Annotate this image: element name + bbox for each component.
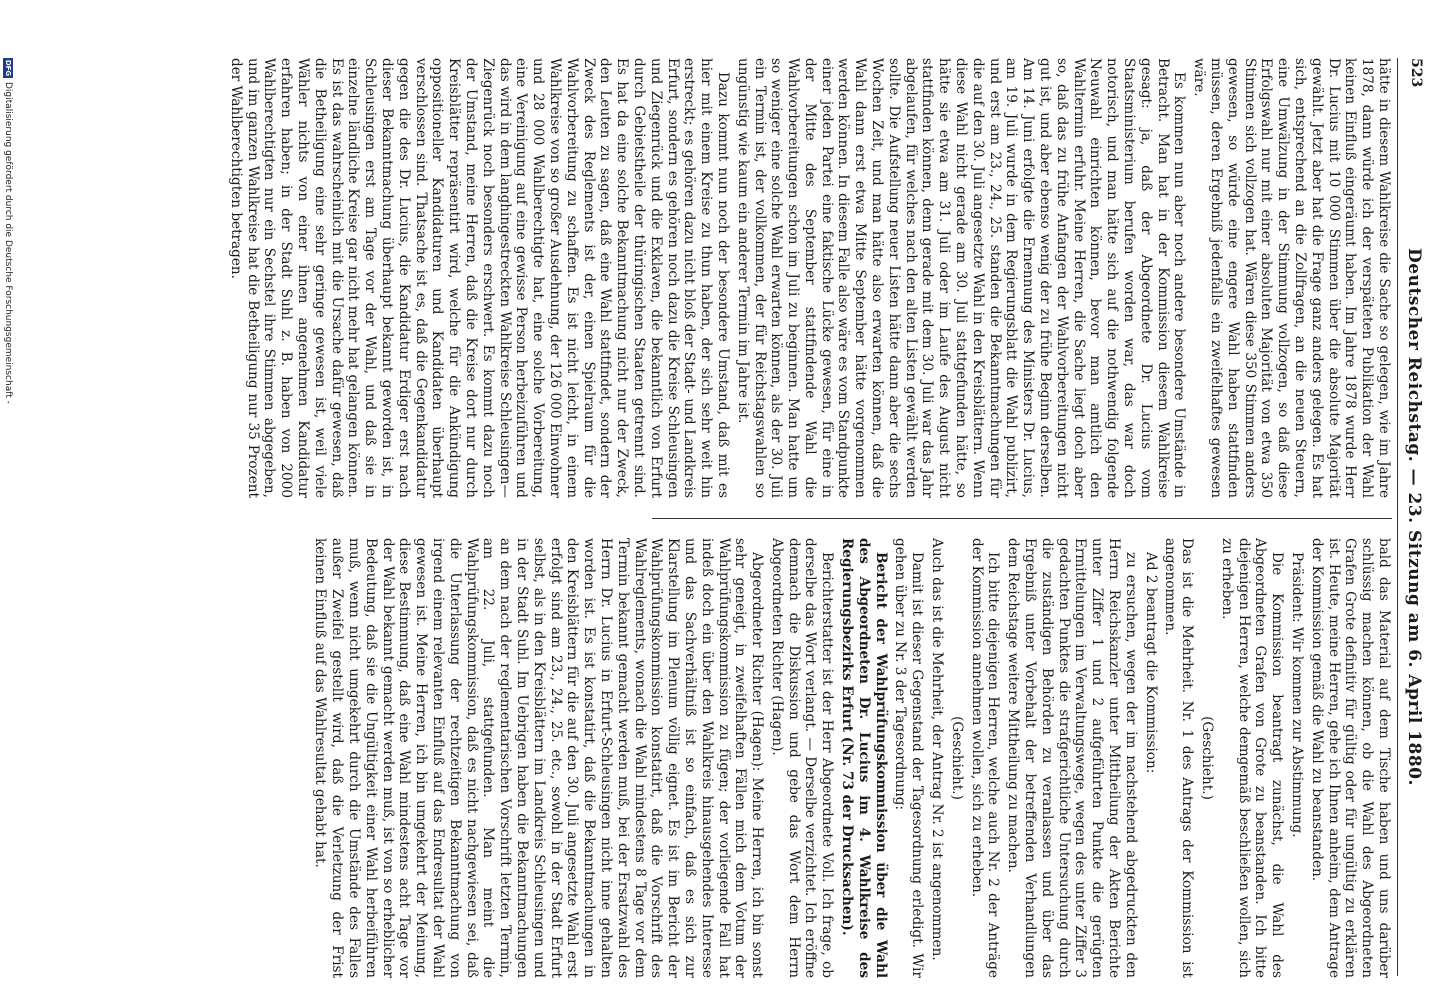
paragraph: Damit ist dieser Gegenstand der Tagesordnung erledigt. Wir gehen über zu Nr. 3 der Tagesordnung:	[892, 538, 926, 978]
paragraph: Ich bitte diejenigen Herren, welche auch Nr. 2 der Anträge der Kommission annehmen wollen, sich zu erheben.	[968, 538, 1002, 978]
paragraph: Abgeordneter Richter (Hagen): Meine Herren, ich bin sonst sehr geneigt, in zweifelhaften Fällen mich dem Votum der Wahlprüfungskommission zu fügen; der vorliegende Fall hat indeß doch ein über den Wahlkreis hinausgehendes Interesse und das Sachverhältniß ist so einfach, daß es sich zur Klarstellung im Plenum völlig eignet. Es ist im Bericht der Wahlprüfungskommission konstatirt, daß die Vorschrift des Wahlreglements, wonach die Wahl mindestens 8 Tage vor dem Termin bekannt gemacht werden muß, bei der Ersatzwahl des Herrn Dr. Lucius in Erfurt-Schleusingen nicht inne gehalten worden ist. Es ist konstatirt, daß die Bekanntmachungen in den Kreisblättern für die auf den 30. Juli angesetzte Wahl erst erfolgt sind am 23., 24., 25. etc., sowohl in der Stadt Erfurt selbst, als in den Kreisblättern im Landkreis Schleusingen und in der Stadt Suhl. Im Uebrigen haben die Bekanntmachungen an dem nach der reglementarischen Vorschrift letzten Termin, am 22. Juli, stattgefunden. Man meint die Wahlprüfungskommission, daß es nicht nachgewiesen sei, daß die Unterlassung der rechtzeitigen Bekanntmachung von irgend einem relevanten Einfluß auf das Endresultat der Wahl gewesen ist. Meine Herren, ich bin umgekehrt der Meinung, diese Bestimmung, daß eine Wahl mindestens acht Tage vor der Wahl bekannt gemacht werden muß, ist von so erheblicher Bedeutung, daß sie die Ungültigkeit einer Wahl herbeiführen muß, wenn nicht umgekehrt durch die Umstände des Falles außer Zweifel gestellt wird, daß die Verletzung der Frist keinen Einfluß auf das Wahlresultat gehabt hat.	[312, 538, 766, 978]
paragraph: (Geschieht.)	[1199, 716, 1216, 800]
paragraph: Das ist die Mehrheit. Nr. 1 des Antrags der Kommission ist angenommen.	[1162, 538, 1196, 978]
page-number: 523	[1408, 58, 1424, 88]
page-header	[1398, 58, 1424, 976]
right-column	[312, 538, 1392, 978]
dfg-logo: DFG	[4, 59, 13, 77]
paragraph: (Geschieht.)	[948, 716, 965, 800]
paragraph: Dazu kommt nun noch der besondere Umstand, daß mit es hier mit einem Kreise zu thun haben, der sich sehr weit hin erstreckt; es gehören dazu nicht bloß der Stadt- und Landkreis Erfurt, sondern es gehören noch dazu die Kreise Schleusingen und Ziegenrück und die Exklaven, die bekanntlich von Erfurt durch Gebietstheile der thüringischen Staaten getrennt sind. Es hat da eine solche Bekanntmachung nicht nur der Zweck, den Leuten zu sagen, daß eine Wahl stattfindet, sondern der Zweck des Reglements ist der, einen Spielraum für die Wahlvorbereitung zu schaffen. Es ist nicht leicht, in einem Wahlkreise von so großer Ausdehnung, der 126 000 Einwohner und 28 000 Wahlberechtigte hat, eine solche Vorbereitung, eine Vereinigung auf eine gewisse Person herbeizuführen und das wird in dem langhingestreckten Wahlkreise Schleusingen—Ziegenrück noch besonders erschwert. Es kommt dazu noch der Umstand, meine Herren, daß die Kreise dort nur durch Kreisblätter repräsentirt wird, welche für die Ankündigung oppositioneller Kandidaturen und Kandidaten überhaupt verschlossen sind. Thatsache ist es, daß die Gegenkandidatur gegen die des Dr. Lucius, die Kandidatur Erdiger erst nach dieser Bekanntmachung überhaupt bekannt geworden ist, in Schleusingen erst am Tage vor der Wahl, und daß sie in einzelne ländliche Kreise gar nicht mehr hat gelangen können. Es ist das wahrscheinlich mit die Ursache dafür gewesen, daß die Betheiligung eine sehr geringe gewesen ist, weil viele Wähler nichts von einer ihnen angenehmen Kandidatur erfahren haben; in der Stadt Suhl z. B. haben von 2000 Wahlberechtigten nur ein Sechstel ihre Stimmen abgegeben, und im ganzen Wahlkreise hat die Betheiligung nur 35 Prozent der Wahlberechtigten betragen.	[227, 58, 731, 498]
paragraph: Bericht der Wahlprüfungskommission über die Wahl des Abgeordneten Dr. Lucius im 4. Wahlkreise des Regierungsbezirks Erfurt (Nr. 73 der Drucksachen).	[839, 538, 889, 978]
paragraph: hätte in diesem Wahlkreise die Sache so gelegen, wie im Jahre 1878, dann würde ich der verspäteten Publikation der Wahl keinen Einfluß eingeräumt haben. Im Jahre 1878 wurde Herr Dr. Lucius mit 10 000 Stimmen über die absolute Majorität gewählt. Jetzt aber hat die Frage ganz anders gelegen. Es hat sich, entsprechend an die Zollfragen, an die neuen Steuern, eine Umwälzung in der Stimmung vollzogen, so daß diese Erfolgswahl nur mit einer absoluten Majorität von etwa 350 Stimmen sich vollzogen hat. Wären diese 350 Stimmen anders gewesen, so würde eine engere Wahl haben stattfinden müssen, deren Ergebniß jedenfalls ein zweifelhaftes gewesen wäre.	[1191, 58, 1392, 498]
footer-credit	[2, 58, 14, 978]
running-head: Deutscher Reichstag. — 23. Sitzung am 6. April 1880.	[1404, 248, 1424, 786]
header-rule	[1397, 58, 1398, 976]
paragraph: Präsident: Wir kommen zur Abstimmung.	[1289, 552, 1306, 838]
paragraph: Es kommen nun aber noch andere besondere Umstände in Betracht. Man hat in der Kommission diesem Wahlkreise gesagt: ja, daß der Abgeordnete Dr. Lucius vom Staatsministerium berufen worden war, das war doch notorisch, und man hätte sich auf die nothwendig folgende Neuwahl einrichten können, bevor man amtlich den Wahltermin erfuhr. Meine Herren, die Sache liegt doch aber so, daß das zu frühe Anfangen der Wahlvorbereitungen nicht gut ist, und aber ebenso wenig der zu frühe Beginn derselben. Am 14. Juni erfolgte die Ernennung des Ministers Dr. Lucius, am 19. Juli wurde in dem Regierungsblatt die Wahl publizirt, und erst am 23., 24., 25. standen die Bekanntmachungen für die auf den 30. Juli angesetzte Wahl in den Kreisblättern. Wenn diese Wahl nicht gerade am 30. Juli stattgefunden hätte, so hätte sie etwa am 31. Juli oder im Laufe des August nicht stattfinden können, denn gerade mit dem 30. Juli war das Jahr abgelaufen, für welches nach den alten Listen gewählt werden sollte. Die Aufstellung neuer Listen hätte dann aber die sechs Wochen Zeit, und man hätte also erwarten können, daß die Wahl dann erst etwa Mitte September hätte vorgenommen werden können. In diesem Falle also wäre es vom Standpunkte einer jeden Partei eine faktische Lücke gewesen, für eine in der Mitte des September stattfindende Wahl die Wahlvorbereitungen schon im Juli zu beginnen. Man hatte um so weniger eine solche Wahl erwarten können, als der 30. Juli ein Termin ist, der vollkommen, der für Reichstagswahlen so ungünstig wie kaum ein anderer Termin im Jahre ist.	[734, 58, 1188, 498]
left-column	[227, 58, 1392, 498]
column-divider	[652, 518, 1392, 519]
paragraph: Auch das ist die Mehrheit, der Antrag Nr. 2 ist angenommen.	[929, 538, 946, 961]
paragraph: zu ersuchen, wegen der im nachstehend abgedruckten den Herrn Reichskanzler unter Mittheilung der Akten Berichte unter Ziffer 1 und 2 aufgeführten Punkte die gerügten Ermittelungen im Verwaltungswege, wegen des unter Ziffer 3 gedachten Punktes die strafgerichtliche Untersuchung durch die zuständigen Behörden zu veranlassen und über das Ergebniß unter Vorbehalt der betreffenden Verhandlungen dem Reichstage weitere Mittheilung zu machen.	[1005, 538, 1139, 978]
paragraph: bald das Material auf dem Tische haben und uns darüber schlüssig machen können, ob die Wahl des Abgeordneten Grafen Grote definitiv für gültig oder für ungültig zu erklären ist. Heute, meine Herren, gehe ich Ihnen anheim, dem Antrage der Kommission gemäß die Wahl zu beanstanden.	[1308, 538, 1392, 978]
paragraph: Berichterstatter ist der Herr Abgeordnete Voll. Ich frage, ob derselbe das Wort verlangt. — Derselbe verzichtet. Ich eröffne demnach die Diskussion und gebe das Wort dem Herrn Abgeordneten Richter (Hagen).	[768, 538, 836, 978]
footer-text: Digitalisierung gefördert durch die Deutsche Forschungsgemeinschaft -	[3, 82, 13, 404]
paragraph: Ad 2 beantragt die Kommission:	[1142, 552, 1159, 774]
paragraph: Die Kommission beantragt zunächst, die Wahl des Abgeordneten Grafen von Grote zu beanstanden. Ich bitte diejenigen Herren, welche demgemäß beschließen wollen, sich zu erheben.	[1218, 538, 1286, 978]
